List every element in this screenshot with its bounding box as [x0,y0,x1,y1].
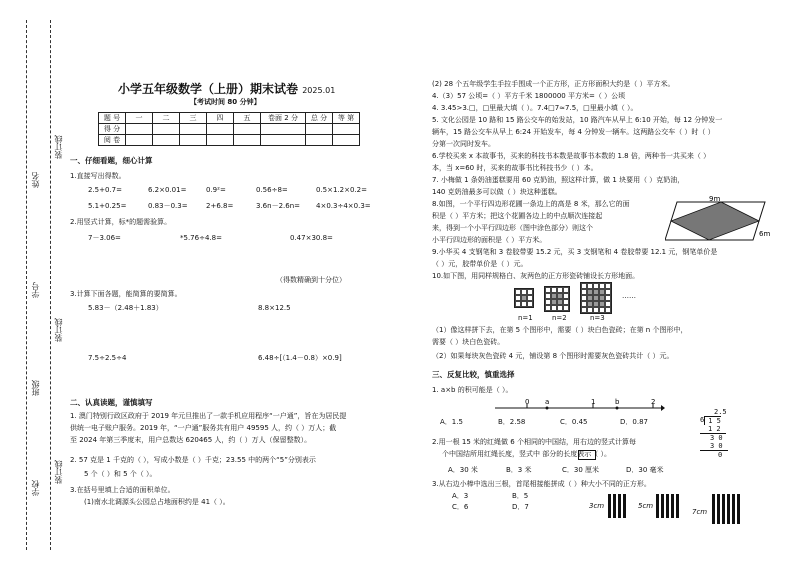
score-row-label: 阅 卷 [99,135,126,146]
score-cell[interactable] [153,135,180,146]
long-division [700,408,740,459]
q1-item: 0.56÷8= [256,186,288,194]
q2-item: 0.47×30.8= [290,234,333,242]
score-cell[interactable] [180,135,207,146]
q3-item: 6.48÷[（1.4－0.8）×0.9] [258,354,342,362]
stick-label: 5cm [638,502,654,510]
q1-item: 5.1+0.25= [88,202,127,210]
figure-top-label: 9m [709,196,721,203]
score-table [98,112,360,146]
tile-pattern-n1 [514,288,534,308]
fill-r6: 本，当 x=60 时，买来的故事书比科技书少（ ）本。 [432,164,598,172]
section-3-title: 三、反复比较，慎重选择 [432,370,515,379]
number-label: 学号 [31,282,40,298]
score-header: 二 [153,113,180,124]
stick-label: 7cm [692,508,708,516]
pattern-label: n=1 [518,314,533,322]
axis-label: a [545,398,550,406]
choice-3-opt[interactable]: D．7 [512,503,529,511]
q3-title: 3.计算下面各题，能简算的要简算。 [70,290,182,298]
division-step: 3 0 [710,434,723,442]
fill-r5: 辆车，15 路公交车从早上 6:24 开始发车，每 4 分钟发一辆车。这两路公交车（ ）时（ ） [432,128,715,136]
exam-time: 【考试时间 80 分钟】 [190,98,261,106]
score-header: 卷面 2 分 [261,113,306,124]
score-cell[interactable] [306,135,333,146]
fill-r8: 小平行四边形的面积是（ ）平方米。 [432,236,547,244]
q1-item: 2.5+0.7= [88,186,122,194]
fill-r7: 140 克奶油最多可以做（ ）块这种蛋糕。 [432,188,562,196]
pattern-label: n=3 [590,314,605,322]
fill-r8: 来，得到一个小平行四边形（图中涂色部分）则这个 [432,224,593,232]
section-2-title: 二、认真读题，谨慎填写 [70,398,153,407]
choice-1-opt[interactable]: D．0.87 [620,418,648,426]
fill-r10-1: 需要（ ）块白色瓷砖。 [432,338,505,346]
choice-2: 2.用一根 15 米的红绳做 6 个相同的中国结，用右边的竖式计算每 [432,438,636,446]
choice-3-opt[interactable]: A．3 [452,492,469,500]
division-quotient: 2.5 [714,408,727,416]
division-dividend: 1 5 [704,416,721,425]
tile-pattern-n3 [580,282,612,314]
q1-item: 0.5×1.2×0.2= [316,186,367,194]
q2-item: 7－3.06= [88,234,121,242]
choice-2: 个中国结所用红绳长度，竖式中 部分的长度表示（ ）。 [442,450,611,458]
score-cell[interactable] [126,124,153,135]
fill-r10-2: （2）如果每块灰色瓷砖 4 元，铺设第 8 个图形时需要灰色瓷砖共计（ ）元。 [432,352,674,360]
fill-r2: (2) 28 个五年级学生手拉手围成一个正方形，正方形面积大约是（ ）平方米。 [432,80,675,88]
score-header: 题 号 [99,113,126,124]
fill-r8: 积是（ ）平方米；把这个花圃各边上的中点顺次连接起 [432,212,603,220]
q2-item: *5.76÷4.8= [180,234,222,242]
choice-2-opt[interactable]: A．30 米 [448,466,478,474]
choice-1: 1. a×b 的积可能是（ ）。 [432,386,513,394]
q1-item: 6.2×0.01= [148,186,187,194]
axis-label: 2 [651,398,656,406]
score-header: 等 第 [333,113,360,124]
fill-r8: 8.如图，一个平行四边形花圃一条边上的高是 8 米，那么它的面 [432,200,630,208]
q1-item: 2+6.8= [206,202,234,210]
fill-r5: 分第一次同时发车。 [432,140,495,148]
pattern-ellipsis: …… [622,292,636,300]
score-header: 三 [180,113,207,124]
figure-side-label: 6m [759,230,771,238]
name-label: 姓名 [31,172,40,188]
sticks-3cm [608,494,626,518]
q1-item: 0.83－0.3= [148,202,188,210]
score-header: 总 分 [306,113,333,124]
choice-2-opt[interactable]: B．3 米 [506,466,532,474]
score-row-label: 得 分 [99,124,126,135]
fill-1: 1. 澳门特别行政区政府于 2019 年元旦推出了一款手机应用程序“一户通”，旨在为居民提 [70,412,347,420]
score-header: 五 [234,113,261,124]
score-cell[interactable] [333,135,360,146]
q1-item: 3.6n－2.6n= [256,202,301,210]
score-cell[interactable] [234,124,261,135]
q3-item: 5.83－（2.48＋1.83） [88,304,163,312]
fill-3: (1)南水北调源头公园总占地面积约是 41（ ）。 [84,498,230,506]
score-header: 四 [207,113,234,124]
score-cell[interactable] [333,124,360,135]
choice-1-opt[interactable]: C．0.45 [560,418,588,426]
score-cell[interactable] [126,135,153,146]
q1-title: 1.直接写出得数。 [70,172,126,180]
section-1-title: 一、仔细看题，细心计算 [70,156,153,165]
pattern-label: n=2 [552,314,567,322]
fill-r7: 7. 小梅做 1 条奶油蛋糕要用 60 克奶油，照这样计算，做 1 块要用（ ）克奶油， [432,176,685,184]
fill-2: 2. 57 克是 1 千克的（ ），写成小数是（ ）千克；23.55 中的两个“5”分别表示 [70,456,316,464]
choice-3: 3.从右边小棒中选出三根，首尾相接能拼成（ ）种大小不同的正方形。 [432,480,651,488]
choice-2-opt[interactable]: C．30 厘米 [562,466,600,474]
axis-label: b [615,398,620,406]
seal-text-2: 装订线 [54,318,63,342]
score-cell[interactable] [207,135,234,146]
fill-r5: 5. 文化公园是 10 路和 15 路公交车的始发站，10 路汽车从早上 6:10 开始，每 12 分钟发一 [432,116,723,124]
parallelogram-figure [665,196,771,246]
score-cell[interactable] [234,135,261,146]
division-remainder: 0 [718,451,723,459]
q2-note: （得数精确到十分位） [276,276,346,284]
division-box-marker [578,450,596,460]
fill-r9: （ ）元，胶带单价是（ ）元。 [432,260,528,268]
division-divisor: 6 [700,416,705,424]
fill-r3: 4.（3）57 公顷=（ ）平方千米 1800000 平方米=（ ）公顷 [432,92,626,100]
fill-r4: 4. 3.45>3.□，□里最大填（ ）。7.4□7≈7.5，□里最小填（ ）。 [432,104,638,112]
axis-label: 1 [591,398,596,406]
stick-label: 3cm [589,502,605,510]
q2-title: 2.用竖式计算，标*的题需验算。 [70,218,172,226]
score-header: 一 [126,113,153,124]
axis-label: 0 [525,398,530,406]
fill-3: 3.在括号里填上合适的面积单位。 [70,486,175,494]
sticks-5cm [656,494,679,518]
q3-item: 7.5÷2.5÷4 [88,354,127,362]
q3-item: 8.8×12.5 [258,304,291,312]
fill-1: 至 2024 年第三季度末，用户总数达 620465 人，约（ ）万人（保留整数）。 [70,436,312,444]
fill-r9: 9.小华买 4 支钢笔和 3 卷胶带要 15.2 元，买 3 支钢笔和 4 卷胶带要 12.1 元，钢笔单价是 [432,248,718,256]
choice-1-opt[interactable]: A．1.5 [440,418,463,426]
fill-r10-1: （1）像这样拼下去，在第 5 个图形中，需要（ ）块白色瓷砖；在第 n 个图形中， [432,326,688,334]
class-label: 班级 [31,380,40,396]
fill-1: 供统一电子账户服务。2019 年，“一户通”服务共有用户 49595 人，约（ ）万人；截 [70,424,337,432]
exam-date: 2025.01 [302,86,336,95]
score-cell[interactable] [207,124,234,135]
q1-item: 4×0.3÷4×0.3= [316,202,371,210]
seal-text-1: 装订线 [54,135,63,159]
choice-3-opt[interactable]: C．6 [452,503,469,511]
fill-r10: 10.如下图，用同样规格白、灰两色的正方形瓷砖铺设长方形地面。 [432,272,640,280]
choice-3-opt[interactable]: B．5 [512,492,529,500]
score-cell[interactable] [153,124,180,135]
score-cell[interactable] [306,124,333,135]
school-label: 学校 [31,480,40,496]
number-line [495,398,665,416]
choice-2-opt[interactable]: D．30 毫米 [626,466,664,474]
seal-line-2 [50,20,51,550]
fill-r6: 6.学校买来 x 本故事书，买来的科技书本数是故事书本数的 1.8 倍，两种书一共买来（ ） [432,152,711,160]
seal-text-3: 装订线 [54,460,63,484]
division-step: 1 2 [700,425,726,434]
division-step: 3 0 [700,442,728,451]
seal-line [26,20,27,550]
tile-pattern-n2 [544,286,570,312]
fill-2: 5 个（ ）和 5 个（ ）。 [84,470,157,478]
score-cell[interactable] [180,124,207,135]
score-cell[interactable] [261,135,306,146]
sticks-7cm [712,494,740,524]
q1-item: 0.9²= [206,186,226,194]
page-title: 小学五年级数学（上册）期末试卷 [118,82,299,96]
choice-1-opt[interactable]: B．2.58 [498,418,526,426]
score-cell[interactable] [261,124,306,135]
